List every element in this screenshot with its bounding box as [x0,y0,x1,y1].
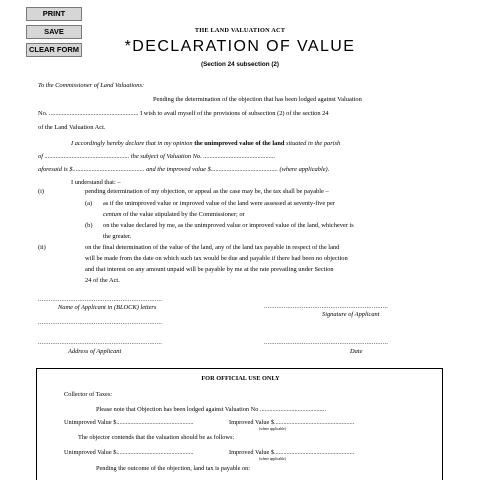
para2-line1-c: situated in the parish [286,140,341,147]
clear-form-button[interactable]: CLEAR FORM [26,43,82,57]
understand-text: I understand that: – [71,179,121,186]
item-a-line2-text: of the value stipulated by the Commissioner; or [123,211,245,218]
signature-field[interactable]: ..................................................................... [264,303,389,310]
unimproved-value-2[interactable]: Unimproved Value $................................................. [64,449,194,456]
address-field[interactable]: ..................................................................... [38,339,163,346]
para2-line3-a: aforesaid is $............................................. [38,166,145,173]
improved-value-2[interactable]: Improved Value $................................................... [229,449,355,456]
address-label: Address of Applicant [68,348,122,355]
save-button[interactable]: SAVE [26,25,82,39]
para1-line3: of the Land Valuation Act. [38,124,106,131]
addressee: To the Commissioner of Land Valuations: [38,82,145,89]
para1-line2: No. ........................................................ I wish to avail myself of the provisions of subsection (2) of the section 24 [38,110,329,117]
date-label: Date [350,348,363,355]
item-ii-line3: and that interest on any amount unpaid will be payable by me at the rate prevailing under Section [85,266,334,273]
act-title: THE LAND VALUATION ACT [194,27,286,34]
item-a-line2 [103,211,245,218]
page-title: *DECLARATION OF VALUE [124,38,356,55]
print-button[interactable]: PRINT [26,7,82,21]
item-a-line1: as if the unimproved value or improved value of the land were assessed at seventy-five per [103,200,335,207]
para2-line1 [71,140,340,147]
para2-line1-a: I accordingly hereby declare that in my opinion [71,140,193,147]
item-i-label: (i) [38,188,45,195]
objector-contends: The objector contends that the valuation should be as follows: [78,434,235,441]
item-a-centum: centum [103,211,122,218]
item-a-label: (a) [85,200,93,207]
item-ii-line1: on the final determination of the value of the land, any of the land tax payable in respect of the land [85,244,340,251]
unimproved-value-1[interactable]: Unimproved Value $................................................. [64,419,194,426]
item-ii-line2: will be made from the date on which such tax would be due and payable if there had been no objection [85,255,348,262]
item-b-line1: on the value declared by me, as the unimproved value or improved value of the land, whichever is [103,222,354,229]
official-use-box [36,368,443,480]
para1-line1: Pending the determination of the objection that has been lodged against Valuation [153,96,362,103]
item-ii-line4: 24 of the Act. [85,277,120,284]
para2-line2: of ..................................................... the subject of Valuation No. ............................................. [38,153,276,160]
improved-value-1[interactable]: Improved Value $................................................... [229,419,355,426]
pending-outcome: Pending the outcome of the objection, land tax is payable on: [96,465,251,472]
signature-label: Signature of Applicant [322,311,380,318]
item-b-label: (b) [85,222,93,229]
collector-label: Collector of Taxes: [64,391,113,398]
name-field[interactable]: ..................................................................... [38,296,163,303]
item-ii-label: (ii) [38,244,46,251]
where-applicable-2: (where applicable) [259,457,286,461]
name-label: Name of Applicant in (BLOCK) letters [58,304,157,311]
item-b-line2: the greater. [103,233,132,240]
where-applicable-1: (where applicable) [259,427,286,431]
name-field-line2[interactable]: ..................................................................... [38,319,163,326]
objection-notice: Please note that Objection has been lodged against Valuation No .......................................... [96,406,327,413]
date-field[interactable]: ..................................................................... [264,339,389,346]
official-heading: FOR OFFICIAL USE ONLY [201,375,280,382]
section-subtitle: (Section 24 subsection (2) [200,61,280,68]
para2-line3 [38,166,329,173]
item-i-text: pending determination of my objection, or appeal as the case may be, the tax shall be payable – [85,188,329,195]
para2-line3-b: and the improved value $.......................................... (where applicable). [146,166,330,173]
para2-line1-b: the unimproved value of the land [194,140,285,147]
